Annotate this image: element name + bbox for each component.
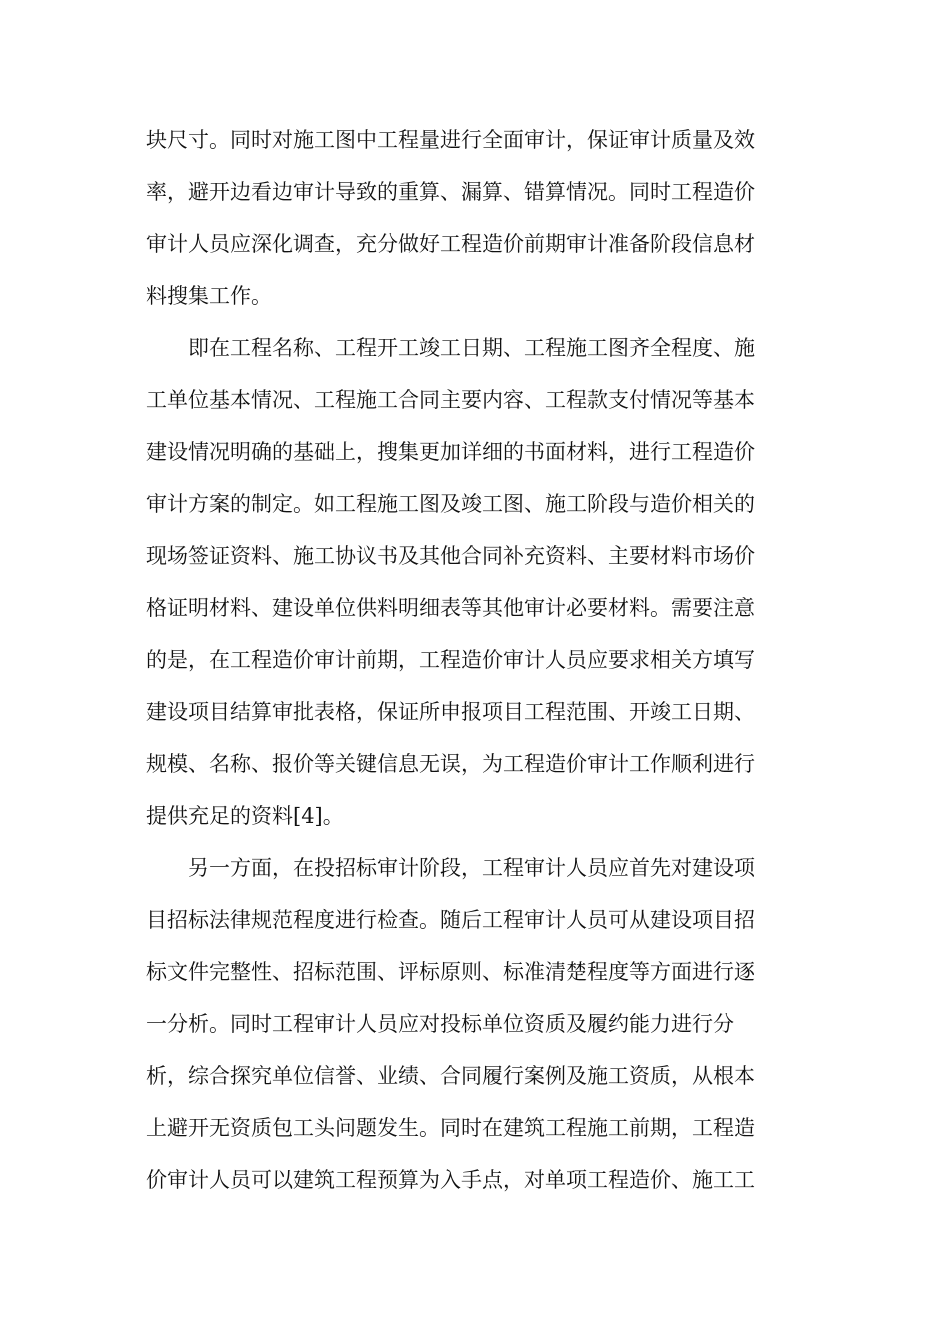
text-line: 块尺寸。同时对施工图中工程量进行全面审计，保证审计质量及效 — [146, 128, 755, 152]
text-line: 析，综合探究单位信誉、业绩、合同履行案例及施工资质，从根本 — [146, 1064, 755, 1088]
text-line: 的是，在工程造价审计前期，工程造价审计人员应要求相关方填写 — [146, 648, 755, 672]
text-line: 上避开无资质包工头问题发生。同时在建筑工程施工前期，工程造 — [146, 1116, 755, 1140]
text-line: 格证明材料、建设单位供料明细表等其他审计必要材料。需要注意 — [146, 596, 755, 620]
text-line: 标文件完整性、招标范围、评标原则、标准清楚程度等方面进行逐 — [146, 960, 755, 984]
text-line: 提供充足的资料[4]。 — [146, 804, 344, 828]
text-line: 即在工程名称、工程开工竣工日期、工程施工图齐全程度、施 — [188, 336, 755, 360]
text-line: 价审计人员可以建筑工程预算为入手点，对单项工程造价、施工工 — [146, 1168, 755, 1192]
text-line: 目招标法律规范程度进行检查。随后工程审计人员可从建设项目招 — [146, 908, 755, 932]
paragraph-2 — [146, 322, 806, 842]
text-line: 料搜集工作。 — [146, 284, 272, 308]
text-line: 另一方面，在投招标审计阶段，工程审计人员应首先对建设项 — [188, 856, 755, 880]
text-line: 审计人员应深化调查，充分做好工程造价前期审计准备阶段信息材 — [146, 232, 755, 256]
text-line: 率，避开边看边审计导致的重算、漏算、错算情况。同时工程造价 — [146, 180, 755, 204]
text-line: 规模、名称、报价等关键信息无误，为工程造价审计工作顺利进行 — [146, 752, 755, 776]
paragraph-1 — [146, 114, 806, 322]
text-line: 建设项目结算审批表格，保证所申报项目工程范围、开竣工日期、 — [146, 700, 755, 724]
paragraph-3 — [146, 842, 806, 1206]
text-line: 一分析。同时工程审计人员应对投标单位资质及履约能力进行分 — [146, 1012, 734, 1036]
body-text — [146, 114, 806, 1206]
text-line: 现场签证资料、施工协议书及其他合同补充资料、主要材料市场价 — [146, 544, 755, 568]
text-line: 工单位基本情况、工程施工合同主要内容、工程款支付情况等基本 — [146, 388, 755, 412]
text-line: 建设情况明确的基础上，搜集更加详细的书面材料，进行工程造价 — [146, 440, 755, 464]
text-line: 审计方案的制定。如工程施工图及竣工图、施工阶段与造价相关的 — [146, 492, 755, 516]
